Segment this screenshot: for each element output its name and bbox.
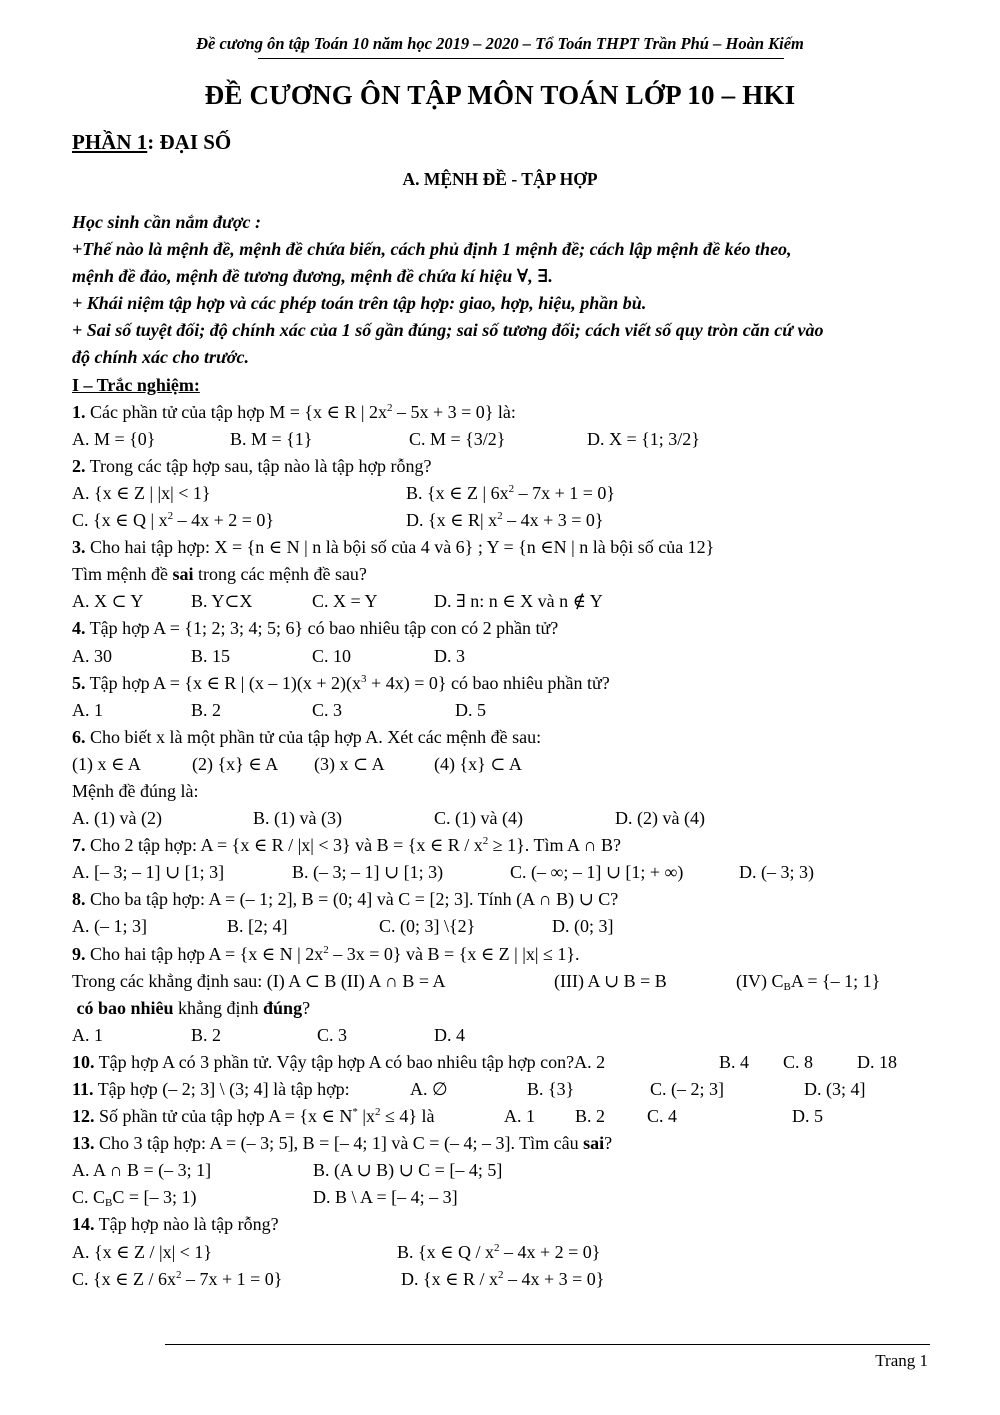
question-text: Tập hợp nào là tập rỗng? xyxy=(94,1214,279,1235)
option: B. Y⊂X xyxy=(191,591,253,612)
option: B. 4 xyxy=(719,1051,750,1072)
options-row xyxy=(72,507,932,534)
options-row xyxy=(72,805,932,832)
question-9-statements xyxy=(72,968,932,995)
question-3-prompt: Tìm mệnh đề sai trong các mệnh đề sau? xyxy=(72,564,367,585)
question-text: – 5x + 3 = 0} là: xyxy=(392,401,516,422)
statement: (4) {x} ⊂ A xyxy=(434,753,522,774)
question-1 xyxy=(72,399,932,426)
question-number: 9. xyxy=(72,943,86,964)
part-label: PHẦN 1 xyxy=(72,130,148,154)
option: D. B \ A = [– 4; – 3] xyxy=(313,1187,458,1208)
option: D. 5 xyxy=(455,699,486,720)
question-14 xyxy=(72,1211,932,1238)
footer-rule xyxy=(165,1344,930,1345)
option: C. {x ∈ $Z / 6x^2 - 7x + 1 = 0$} xyxy=(72,1268,283,1289)
option: A. {x ∈ Z | |x| < 1} xyxy=(72,482,211,503)
question-7: 7. Cho 2 tập hợp: A = {x ∈ R / |x| < 3} và B = {x ∈ $R / x^2 \ge 1$}. Tìm A ∩ B? xyxy=(72,835,621,856)
option: D. 3 xyxy=(434,645,465,666)
option: B. {x ∈ Z | $6x^2 - 7x + 1 = 0$} xyxy=(406,482,616,503)
option: D. ∃ n: n ∈ X và n ∉ Y xyxy=(434,591,603,612)
content-body xyxy=(72,209,932,1293)
option: B. 2 xyxy=(191,1024,222,1045)
option: B. 2 xyxy=(191,699,222,720)
option: D. {x ∈ $R / x^2 - 4x + 3 = 0$} xyxy=(401,1268,605,1289)
question-8 xyxy=(72,886,932,913)
option: A. A ∩ B = (– 3; 1] xyxy=(72,1160,212,1181)
statements-row xyxy=(72,751,932,778)
question-5: 5. Tập hợp A = {x ∈ R | $(x - 1)(x + 2)(x^3 + 4x) = 0$} có bao nhiêu phần tử? xyxy=(72,672,610,693)
question-6-prompt: Mệnh đề đúng là: xyxy=(72,780,199,801)
option: D. 5 xyxy=(792,1106,823,1127)
option: A. M = {0} xyxy=(72,428,156,449)
question-number: 14. xyxy=(72,1214,95,1235)
part-rest: : ĐẠI SỐ xyxy=(147,130,232,154)
option: C. $C_BC$ = [– 3; 1) xyxy=(72,1187,197,1210)
question-4 xyxy=(72,615,932,642)
options-row xyxy=(72,1157,932,1184)
option: C. (– ∞; – 1] ∪ [1; + ∞) xyxy=(510,862,684,883)
options-row xyxy=(72,480,932,507)
question-text: Cho biết x là một phần tử của tập hợp A. Xét các mệnh đề sau: xyxy=(85,726,542,747)
option: A. (1) và (2) xyxy=(72,808,162,829)
option: C. X = Y xyxy=(312,591,378,612)
option: C. 3 xyxy=(317,1024,348,1045)
option: D. X = {1; 3/2} xyxy=(587,428,700,449)
statement: (2) {x} ∈ A xyxy=(192,753,279,774)
option: A. ∅ xyxy=(410,1079,448,1099)
question-9: 9. Cho hai tập hợp A = {x ∈ N | $2x^2 - 3x = 0$} và B = {x ∈ Z | |x| ≤ 1}. xyxy=(72,943,580,964)
question-13: 13. Cho 3 tập hợp: A = (– 3; 5], B = [– 4; 1] và C = (– 4; – 3]. Tìm câu sai? xyxy=(72,1133,613,1154)
question-2 xyxy=(72,453,932,480)
option: A. 30 xyxy=(72,645,112,666)
option: A. [– 3; – 1] ∪ [1; 3] xyxy=(72,862,225,883)
question-number: 3. xyxy=(72,537,86,558)
options-row xyxy=(72,697,932,724)
question-6 xyxy=(72,724,932,751)
option: D. (3; 4] xyxy=(804,1079,866,1099)
option: B. 15 xyxy=(191,645,231,666)
option: A. 1 xyxy=(504,1106,535,1127)
options-row xyxy=(72,913,932,940)
option: C. 4 xyxy=(647,1106,678,1127)
question-number: 5. xyxy=(72,672,86,693)
question-number: 8. xyxy=(72,889,86,910)
intro-line: +Thế nào là mệnh đề, mệnh đề chứa biến, cách phủ định 1 mệnh đề; cách lập mệnh đề kéo theo, xyxy=(72,239,792,260)
question-3 xyxy=(72,534,932,561)
options-row xyxy=(72,643,932,670)
intro-line: độ chính xác cho trước. xyxy=(72,347,249,368)
option: B. (1) và (3) xyxy=(253,808,342,829)
option: C. 3 xyxy=(312,699,343,720)
option: D. 4 xyxy=(434,1024,465,1045)
option: D. 18 xyxy=(857,1051,897,1072)
header-rule xyxy=(258,58,784,59)
question-text: 10. Tập hợp A có 3 phần tử. Vậy tập hợp A có bao nhiêu tập hợp con?A. 2 xyxy=(72,1051,606,1072)
option: A. X ⊂ Y xyxy=(72,591,144,612)
question-text: 11. Tập hợp (– 2; 3] \ (3; 4] là tập hợp: xyxy=(72,1079,350,1099)
question-number: 6. xyxy=(72,726,86,747)
options-row xyxy=(72,426,932,453)
question-text: Các phần tử của tập hợp M = {x ∈ R | 2x xyxy=(85,401,387,422)
question-text: Tập hợp A = {1; 2; 3; 4; 5; 6} có bao nhiêu tập con có 2 phần tử? xyxy=(85,618,559,639)
part-heading xyxy=(72,130,231,155)
question-text: Cho hai tập hợp: X = {n ∈ N | n là bội số của 4 và 6} ; Y = {n ∈N | n là bội số của 12} xyxy=(85,537,715,558)
question-number: 1. xyxy=(72,401,86,422)
question-10 xyxy=(72,1049,932,1076)
question-number: 2. xyxy=(72,455,86,476)
option: C. M = {3/2} xyxy=(409,428,506,449)
option: C. 8 xyxy=(783,1051,814,1072)
options-row xyxy=(72,1266,932,1293)
intro-line: mệnh đề đảo, mệnh đề tương đương, mệnh đề chứa kí hiệu ∀, ∃. xyxy=(72,266,553,287)
option: C. {x ∈ Q | $x^2 - 4x + 2 = 0$} xyxy=(72,510,275,531)
option: B. M = {1} xyxy=(230,428,313,449)
superscript: 2 xyxy=(386,401,393,414)
section-heading: A. MỆNH ĐỀ - TẬP HỢP xyxy=(402,169,598,189)
option: D. (0; 3] xyxy=(552,916,614,937)
options-row xyxy=(72,859,932,886)
intro-line: + Khái niệm tập hợp và các phép toán trên tập hợp: giao, hợp, hiệu, phần bù. xyxy=(72,293,647,314)
question-number: 7. xyxy=(72,835,86,856)
question-12 xyxy=(72,1103,932,1130)
question-number: 4. xyxy=(72,618,86,639)
question-text: 12. Số phần tử của tập hợp A = {x ∈ N* $|x^2 \le 4$} là xyxy=(72,1106,435,1127)
option: C. 10 xyxy=(312,645,352,666)
options-row xyxy=(72,1184,932,1211)
option: A. 1 xyxy=(72,699,103,720)
option: C. (– 2; 3] xyxy=(650,1079,724,1099)
option: C. (1) và (4) xyxy=(434,808,523,829)
intro-line: Học sinh cần nắm được : xyxy=(72,212,261,232)
statement: (IV) $C_BA$ = {– 1; 1} xyxy=(736,970,881,993)
option: A. {x ∈ Z / |x| < 1} xyxy=(72,1241,212,1262)
option: B. (– 3; – 1] ∪ [1; 3) xyxy=(292,862,444,883)
question-text: Cho ba tập hợp: A = (– 1; 2], B = (0; 4] và C = [2; 3]. Tính (A ∩ B) ∪ C? xyxy=(85,889,619,910)
option: B. {3} xyxy=(527,1079,575,1099)
options-row xyxy=(72,1239,932,1266)
options-row xyxy=(72,1022,932,1049)
question-11 xyxy=(72,1076,932,1103)
option: D. (2) và (4) xyxy=(615,808,705,829)
question-number: 13. xyxy=(72,1133,95,1154)
option: B. {x ∈ $Q / x^2 - 4x + 2 = 0$} xyxy=(397,1241,601,1262)
subsection-heading: I – Trắc nghiệm: xyxy=(72,374,200,395)
options-row xyxy=(72,588,932,615)
statement: (3) x ⊂ A xyxy=(314,753,385,774)
statement: Trong các khẳng định sau: (I) A ⊂ B (II) A ∩ B = A xyxy=(72,970,446,991)
document-title: ĐỀ CƯƠNG ÔN TẬP MÔN TOÁN LỚP 10 – HKI xyxy=(204,80,796,110)
option: C. (0; 3] \{2} xyxy=(379,916,476,937)
question-text: Trong các tập hợp sau, tập nào là tập hợp rỗng? xyxy=(85,455,432,476)
running-header: Đề cương ôn tập Toán 10 năm học 2019 – 2020 – Tổ Toán THPT Trần Phú – Hoàn Kiếm xyxy=(196,34,804,53)
question-9-prompt: có bao nhiêu khẳng định đúng? xyxy=(76,997,311,1018)
option: B. (A ∪ B) ∪ C = [– 4; 5] xyxy=(313,1160,503,1181)
option: D. {x ∈ R| $x^2 - 4x + 3 = 0$} xyxy=(406,510,604,531)
page-number: Trang 1 xyxy=(875,1351,928,1370)
option: A. (– 1; 3] xyxy=(72,916,147,937)
option: D. (– 3; 3) xyxy=(739,862,814,883)
option: B. 2 xyxy=(575,1106,606,1127)
option: B. [2; 4] xyxy=(227,916,288,937)
option: A. 1 xyxy=(72,1024,103,1045)
statement: (1) x ∈ A xyxy=(72,753,141,774)
statement: (III) A ∪ B = B xyxy=(554,970,667,991)
intro-line: + Sai số tuyệt đối; độ chính xác của 1 số gần đúng; sai số tương đối; cách viết số quy tròn căn cứ vào xyxy=(72,320,824,341)
